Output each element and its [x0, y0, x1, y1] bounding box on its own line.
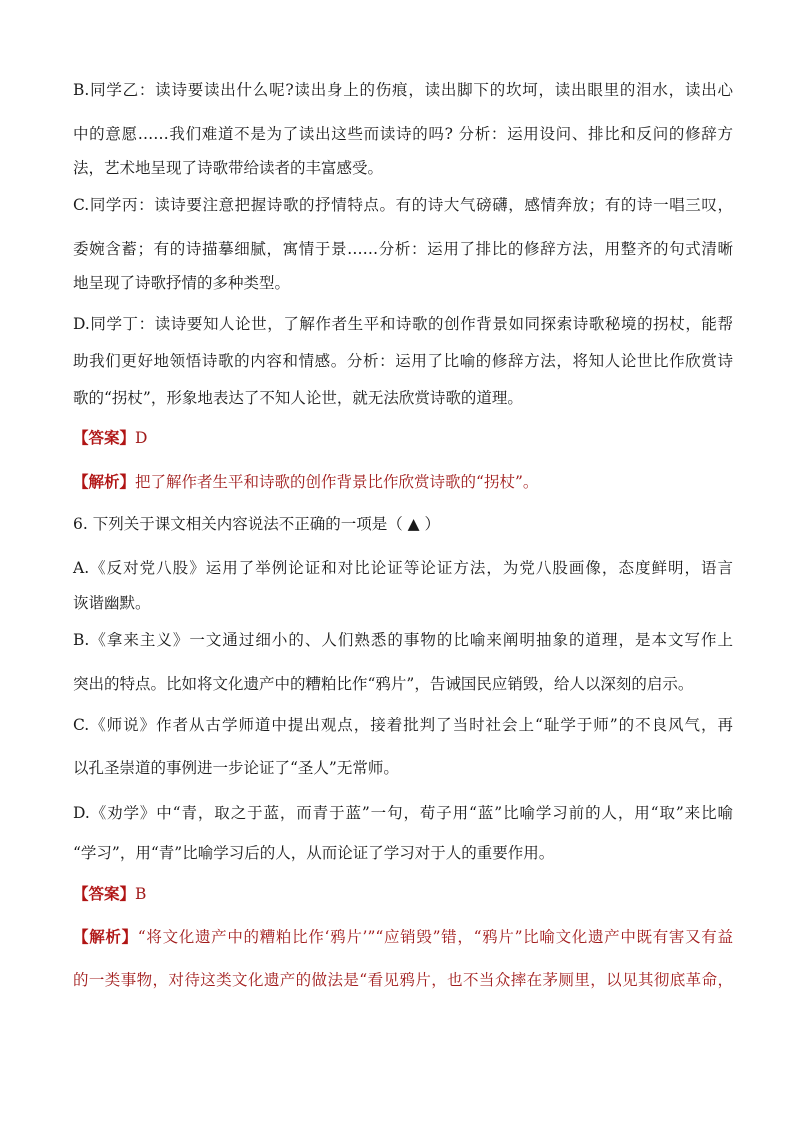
analysis-tag: 【解析】	[73, 472, 136, 491]
q6-option-b-line-2: 突出的特点。比如将文化遗产中的糟粕比作“鸦片”，告诫国民应销毁，给人以深刻的启示。	[73, 675, 694, 693]
option-c-line-1: C.同学丙：读诗要注意把握诗歌的抒情特点。有的诗大气磅礴，感情奔放；有的诗一唱三叹，	[73, 196, 733, 214]
q6-option-b-line-1: B.《拿来主义》一文通过细小的、人们熟悉的事物的比喻来阐明抽象的道理，是本文写作上	[73, 631, 733, 649]
option-c-line-2: 委婉含蓄；有的诗描摹细腻，寓情于景……分析：运用了排比的修辞方法，用整齐的句式清晰	[73, 240, 733, 258]
q6-option-d-line-2: “学习”，用“青”比喻学习后的人，从而论证了学习对于人的重要作用。	[73, 844, 555, 862]
analysis-text: 把了解作者生平和诗歌的创作背景比作欣赏诗歌的“拐杖”。	[135, 473, 539, 491]
q6-option-d-line-1: D.《劝学》中“青，取之于蓝，而青于蓝”一句，荀子用“蓝”比喻学习前的人，用“取”来比喻	[73, 804, 733, 822]
question-6-stem: 6. 下列关于课文相关内容说法不正确的一项是（ ▲ ）	[73, 515, 440, 533]
q6-analysis-line-1	[73, 926, 733, 948]
q6-option-c-line-2: 以孔圣崇道的事例进一步论证了“圣人”无常师。	[73, 759, 399, 777]
analysis-text: “将文化遗产中的糟粕比作‘鸦片’”“应销毁”错，“鸦片”比喻文化遗产中既有害又有益	[137, 928, 733, 946]
q6-option-a-line-2: 诙谐幽默。	[73, 594, 151, 612]
option-d-line-2: 助我们更好地领悟诗歌的内容和情感。分析：运用了比喻的修辞方法，将知人论世比作欣赏诗	[73, 352, 733, 370]
option-c-line-3: 地呈现了诗歌抒情的多种类型。	[73, 274, 291, 292]
q6-option-c-line-1: C.《师说》作者从古学师道中提出观点，接着批判了当时社会上“耻学于师”的不良风气，再	[73, 716, 733, 734]
answer-value: B	[135, 885, 147, 903]
option-d-line-3: 歌的“拐杖”，形象地表达了不知人论世，就无法欣赏诗歌的道理。	[73, 389, 523, 407]
answer-tag: 【答案】	[73, 884, 136, 903]
option-b-line-3: 法，艺术地呈现了诗歌带给读者的丰富感受。	[73, 159, 384, 177]
q6-option-a-line-1: A.《反对党八股》运用了举例论证和对比论证等论证方法，为党八股画像，态度鲜明，语言	[73, 559, 733, 577]
analysis-tag: 【解析】	[73, 927, 138, 946]
q6-analysis-line-2: 的一类事物，对待这类文化遗产的做法是“看见鸦片，也不当众摔在茅厕里，以见其彻底革命，	[73, 971, 733, 989]
answer-tag: 【答案】	[73, 428, 136, 447]
q5-analysis	[73, 471, 733, 493]
option-b-line-2: 中的意愿……我们难道不是为了读出这些而读诗的吗? 分析：运用设问、排比和反问的修辞方	[73, 125, 733, 143]
answer-value: D	[135, 429, 148, 447]
q5-answer	[73, 427, 733, 449]
q6-answer	[73, 883, 733, 905]
option-d-line-1: D.同学丁：读诗要知人论世，了解作者生平和诗歌的创作背景如同探索诗歌秘境的拐杖，能帮	[73, 315, 733, 333]
option-b-line-1: B.同学乙：读诗要读出什么呢?读出身上的伤痕，读出脚下的坎坷，读出眼里的泪水，读出心	[73, 81, 733, 99]
